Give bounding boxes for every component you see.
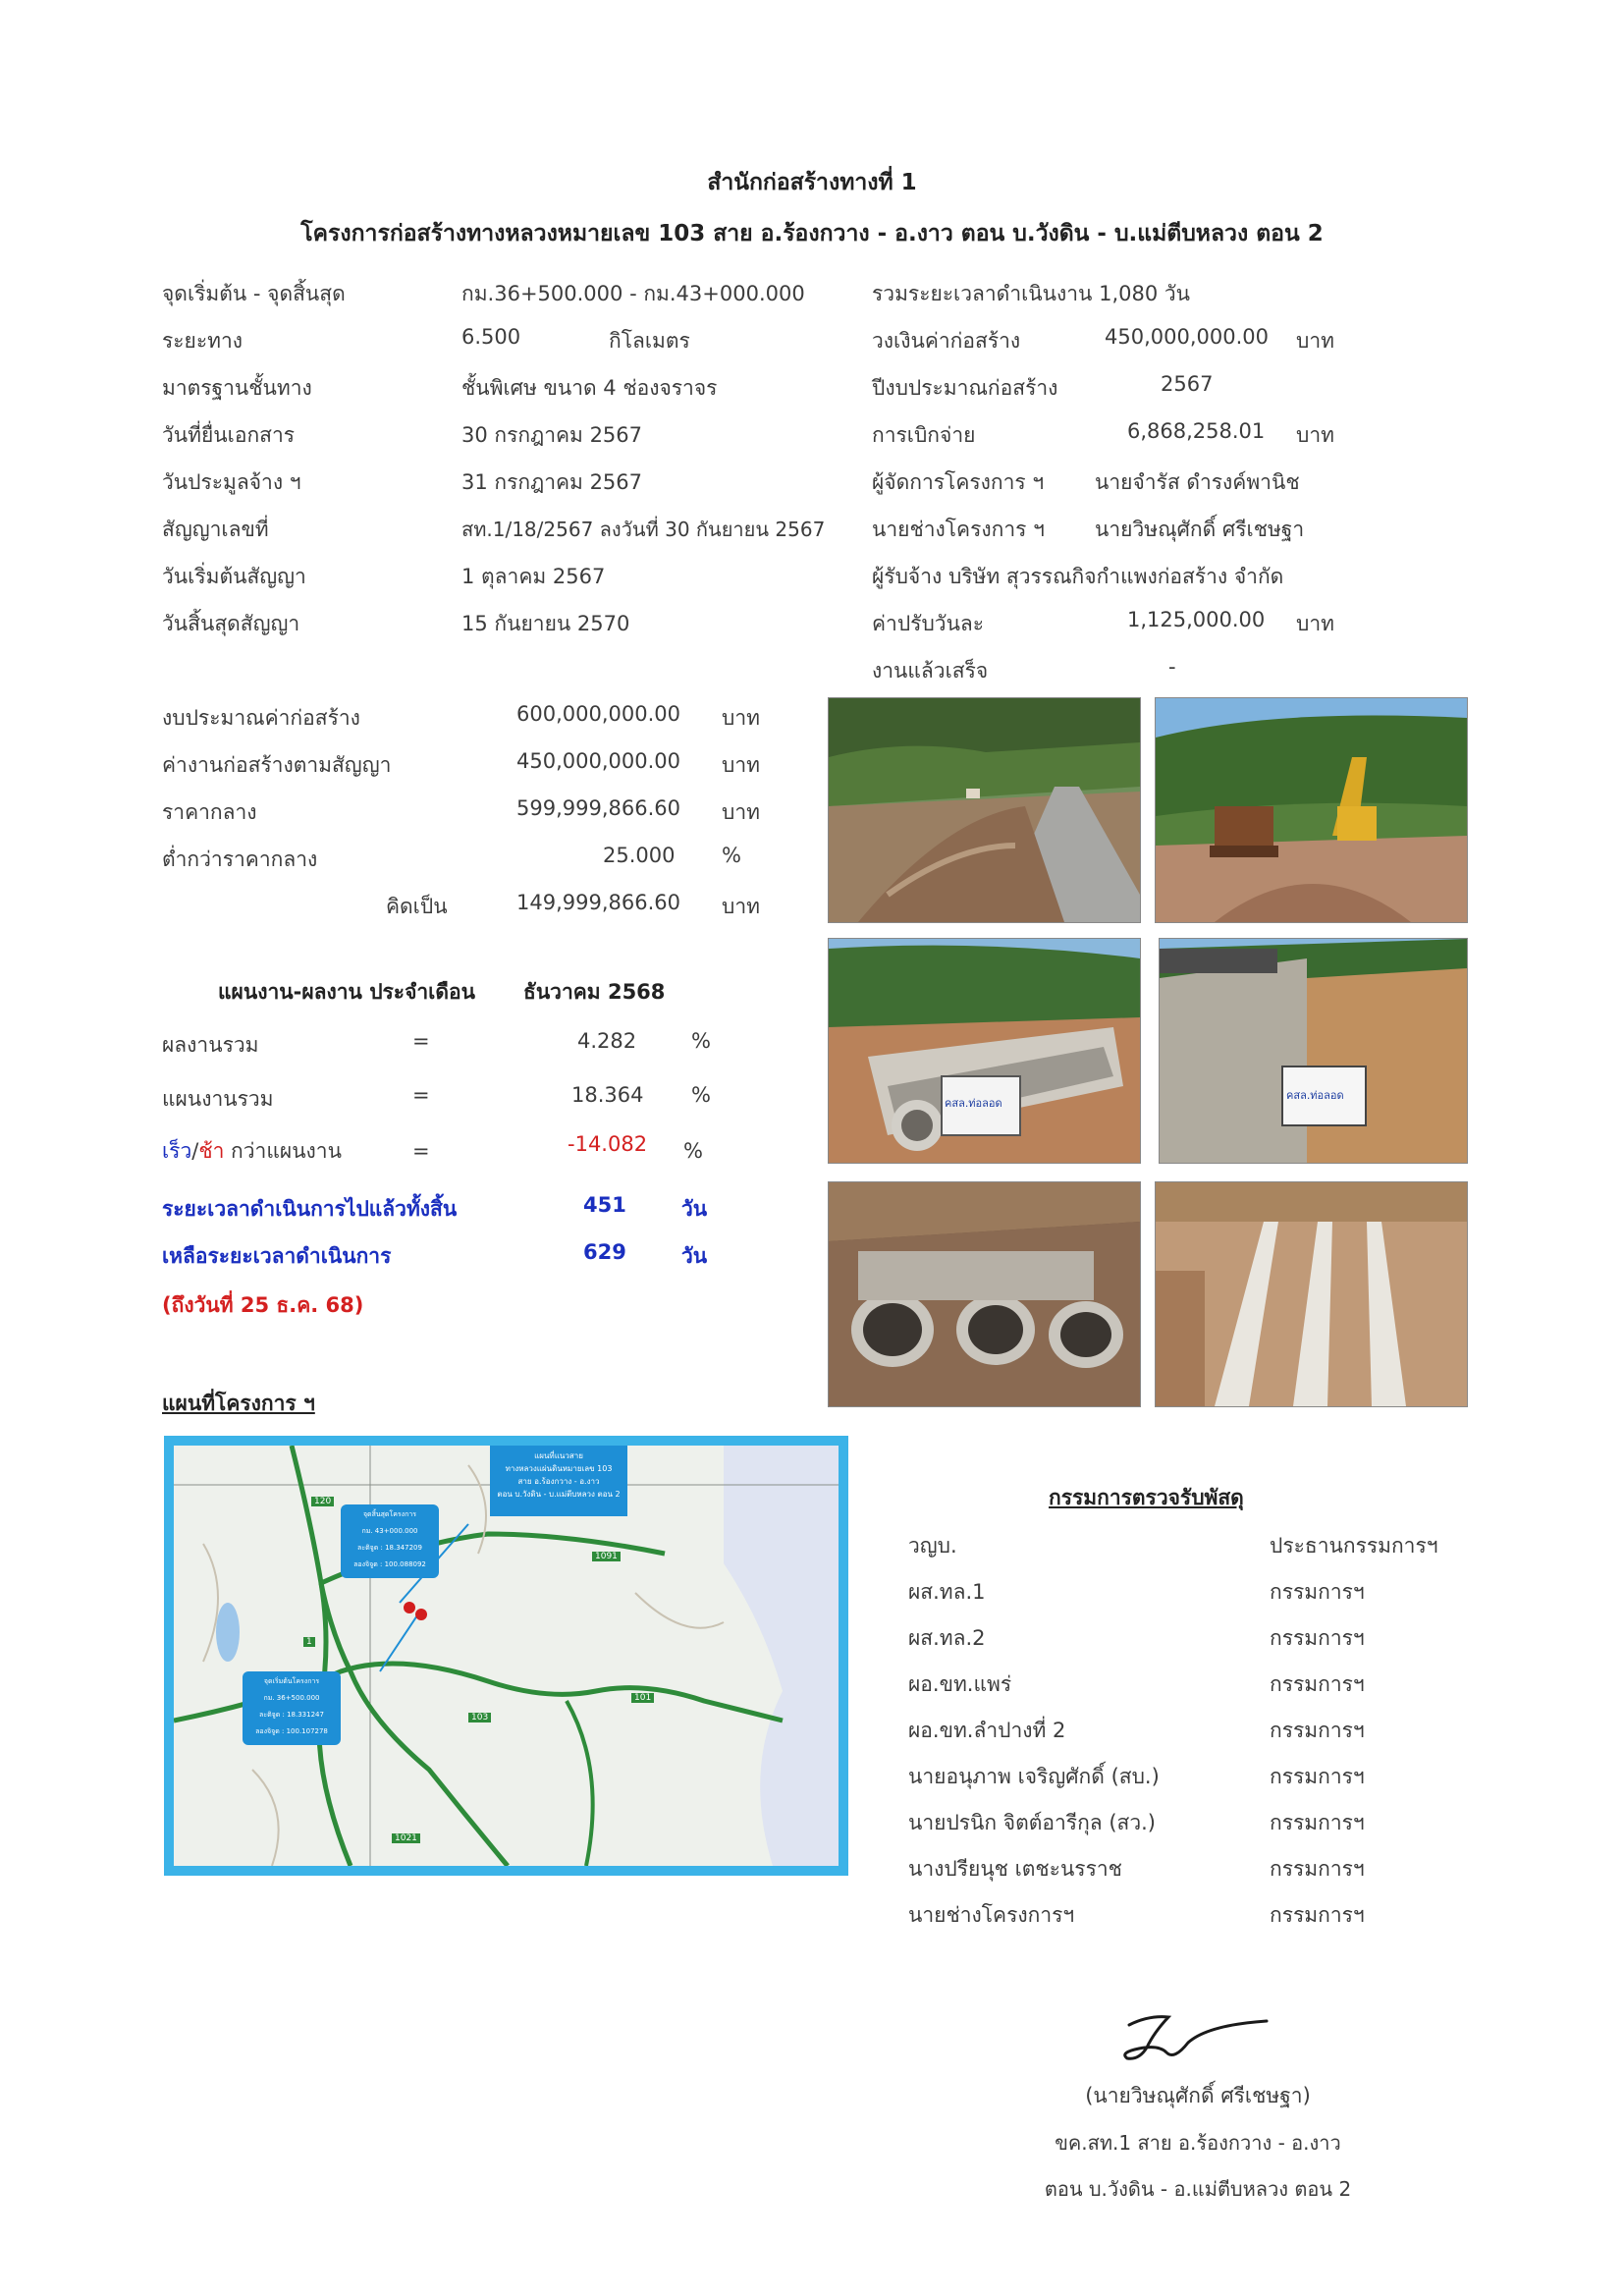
label-than-plan: กว่าแผนงาน bbox=[224, 1139, 342, 1163]
info-value-submit-date: 30 กรกฎาคม 2567 bbox=[461, 423, 643, 447]
map-start-line-1: จุดเริ่มต้นโครงการ bbox=[263, 1677, 320, 1685]
progress-unit-plan: % bbox=[691, 1083, 711, 1107]
committee-member-name: ผส.ทล.2 bbox=[908, 1626, 986, 1650]
info-label-submit-date: วันที่ยื่นเอกสาร bbox=[162, 423, 296, 447]
info-label-contract-end: วันสิ้นสุดสัญญา bbox=[162, 612, 300, 635]
progress-eq-actual: = bbox=[412, 1029, 430, 1053]
info-label-contract-start: วันเริ่มต้นสัญญา bbox=[162, 565, 306, 588]
photo-culvert-sign-1 bbox=[828, 938, 1141, 1164]
progress-value-plan: 18.364 bbox=[571, 1083, 644, 1107]
map-legend-line-3: สาย อ.ร้องกวาง - อ.งาว bbox=[517, 1477, 600, 1486]
signatory-position-line2: ตอน บ.วังดิน - อ.แม่ตีบหลวง ตอน 2 bbox=[1044, 2177, 1352, 2201]
committee-member-name: นายอนุภาพ เจริญศักดิ์ (สบ.) bbox=[908, 1765, 1160, 1788]
signatory-position-line1: ขค.สท.1 สาย อ.ร้องกวาง - อ.งาว bbox=[1055, 2131, 1341, 2155]
info-label-contractor: ผู้รับจ้าง บริษัท สุวรรณกิจกำแพงก่อสร้าง จำกัด bbox=[872, 565, 1284, 588]
project-map bbox=[164, 1436, 848, 1876]
budget-label-median-price: ราคากลาง bbox=[162, 800, 257, 824]
info-label-total-duration: รวมระยะเวลาดำเนินงาน 1,080 วัน bbox=[872, 282, 1191, 305]
info-value-disbursement: 6,868,258.01 bbox=[1127, 419, 1266, 443]
progress-unit-diff: % bbox=[683, 1139, 703, 1163]
elapsed-label: ระยะเวลาดำเนินการไปแล้วทั้งสิ้น bbox=[162, 1197, 458, 1221]
label-sep: / bbox=[191, 1139, 199, 1163]
budget-unit-contract: บาท bbox=[722, 753, 760, 777]
committee-member-name: นายปรนิก จิตต์อารีกุล (สว.) bbox=[908, 1811, 1156, 1834]
budget-unit-construction: บาท bbox=[722, 706, 760, 730]
photo-road-earthwork bbox=[828, 697, 1141, 923]
committee-member-role: กรรมการฯ bbox=[1270, 1719, 1365, 1742]
budget-label-construction: งบประมาณค่าก่อสร้าง bbox=[162, 706, 360, 730]
progress-label-actual: ผลงานรวม bbox=[162, 1033, 259, 1057]
committee-member-name: นายช่างโครงการฯ bbox=[908, 1903, 1075, 1927]
info-label-distance: ระยะทาง bbox=[162, 329, 244, 353]
budget-unit-below-median: % bbox=[722, 844, 741, 867]
photo-excavator-truck bbox=[1155, 697, 1468, 923]
info-unit-daily-fine: บาท bbox=[1296, 612, 1334, 635]
info-unit-disbursement: บาท bbox=[1296, 423, 1334, 447]
map-canvas bbox=[174, 1446, 839, 1866]
committee-member-name: นางปรียนุช เตชะนรราช bbox=[908, 1857, 1122, 1881]
info-value-fiscal-year: 2567 bbox=[1161, 372, 1214, 396]
info-label-completion: งานแล้วเสร็จ bbox=[872, 659, 989, 683]
committee-member-name: ผอ.ขท.แพร่ bbox=[908, 1672, 1012, 1696]
progress-value-diff: -14.082 bbox=[568, 1132, 648, 1156]
map-start-callout bbox=[243, 1673, 341, 1740]
map-legend-line-1: แผนที่แนวสาย bbox=[534, 1451, 583, 1460]
as-of-date: (ถึงวันที่ 25 ธ.ค. 68) bbox=[162, 1293, 364, 1317]
map-start-line-4: ลองจิจูด : 100.107278 bbox=[255, 1727, 328, 1735]
remaining-value: 629 bbox=[583, 1240, 626, 1264]
committee-member-name: วญบ. bbox=[908, 1534, 957, 1558]
committee-member-role: กรรมการฯ bbox=[1270, 1903, 1365, 1927]
info-value-contract-no: สท.1/18/2567 ลงวันที่ 30 กันยายน 2567 bbox=[461, 518, 826, 541]
label-slow: ช้า bbox=[198, 1139, 225, 1163]
info-value-project-manager: นายจำรัส ดำรงค์พานิช bbox=[1095, 470, 1300, 494]
photo-culvert-sign-2 bbox=[1159, 938, 1468, 1164]
info-value-contract-start: 1 ตุลาคม 2567 bbox=[461, 565, 606, 588]
map-route-label-101: 101 bbox=[631, 1693, 654, 1703]
map-end-callout bbox=[341, 1506, 439, 1573]
map-end-line-2: กม. 43+000.000 bbox=[361, 1527, 418, 1535]
info-label-start-end: จุดเริ่มต้น - จุดสิ้นสุด bbox=[162, 282, 346, 305]
map-end-line-1: จุดสิ้นสุดโครงการ bbox=[362, 1510, 417, 1518]
elapsed-value: 451 bbox=[583, 1193, 626, 1217]
info-label-project-engineer: นายช่างโครงการ ฯ bbox=[872, 518, 1045, 541]
committee-member-name: ผอ.ขท.ลำปางที่ 2 bbox=[908, 1719, 1066, 1742]
committee-member-role: กรรมการฯ bbox=[1270, 1580, 1365, 1604]
signatory-name: (นายวิษณุศักดิ์ ศรีเชษฐา) bbox=[1085, 2084, 1311, 2107]
info-label-construction-budget: วงเงินค่าก่อสร้าง bbox=[872, 329, 1021, 353]
info-value-start-end: กม.36+500.000 - กม.43+000.000 bbox=[461, 282, 805, 305]
info-value-distance: 6.500 bbox=[461, 325, 521, 349]
photo-culvert-overview bbox=[1155, 1181, 1468, 1407]
info-label-standard: มาตรฐานชั้นทาง bbox=[162, 376, 312, 400]
info-value-standard: ชั้นพิเศษ ขนาด 4 ช่องจราจร bbox=[461, 376, 718, 400]
map-start-line-3: ละติจูด : 18.331247 bbox=[259, 1711, 324, 1719]
committee-member-role: กรรมการฯ bbox=[1270, 1857, 1365, 1881]
info-value-auction-date: 31 กรกฎาคม 2567 bbox=[461, 470, 643, 494]
map-end-line-3: ละติจูด : 18.347209 bbox=[357, 1544, 422, 1552]
photo-culvert-pipes bbox=[828, 1181, 1141, 1407]
info-value-construction-budget: 450,000,000.00 bbox=[1105, 325, 1269, 349]
budget-unit-median-price: บาท bbox=[722, 800, 760, 824]
map-route-label-103: 103 bbox=[468, 1713, 491, 1722]
photo-sign-text-1: คสล.ท่อลอด bbox=[945, 1097, 1002, 1110]
budget-value-contract: 450,000,000.00 bbox=[516, 749, 680, 773]
office-title: สำนักก่อสร้างทางที่ 1 bbox=[707, 170, 917, 195]
signature-mark bbox=[1110, 2003, 1276, 2072]
map-legend-line-2: ทางหลวงแผ่นดินหมายเลข 103 bbox=[505, 1464, 613, 1473]
budget-unit-equivalent: บาท bbox=[722, 895, 760, 918]
budget-value-below-median: 25.000 bbox=[603, 844, 676, 867]
progress-eq-plan: = bbox=[412, 1083, 430, 1107]
progress-eq-diff: = bbox=[412, 1139, 430, 1163]
map-route-label-120: 120 bbox=[311, 1497, 334, 1506]
budget-value-equivalent: 149,999,866.60 bbox=[516, 891, 680, 914]
remaining-unit: วัน bbox=[681, 1244, 708, 1268]
budget-label-below-median: ต่ำกว่าราคากลาง bbox=[162, 847, 318, 871]
map-legend-line-4: ตอน บ.วังดิน - บ.แม่ตีบหลวง ตอน 2 bbox=[497, 1490, 621, 1499]
budget-label-contract: ค่างานก่อสร้างตามสัญญา bbox=[162, 753, 392, 777]
info-label-auction-date: วันประมูลจ้าง ฯ bbox=[162, 470, 301, 494]
progress-unit-actual: % bbox=[691, 1029, 711, 1053]
map-route-label-1021: 1021 bbox=[392, 1833, 420, 1843]
progress-value-actual: 4.282 bbox=[577, 1029, 637, 1053]
map-route-label-1: 1 bbox=[303, 1637, 315, 1647]
committee-member-role: ประธานกรรมการฯ bbox=[1270, 1534, 1438, 1558]
info-value-contract-end: 15 กันยายน 2570 bbox=[461, 612, 630, 635]
project-title: โครงการก่อสร้างทางหลวงหมายเลข 103 สาย อ.ร้องกวาง - อ.งาว ตอน บ.วังดิน - บ.แม่ตีบหลวง ตอน 2 bbox=[300, 221, 1324, 246]
info-value-completion: - bbox=[1168, 655, 1176, 679]
info-unit-distance: กิโลเมตร bbox=[609, 329, 690, 353]
info-label-fiscal-year: ปีงบประมาณก่อสร้าง bbox=[872, 376, 1058, 400]
map-title: แผนที่โครงการ ฯ bbox=[162, 1392, 315, 1415]
committee-member-role: กรรมการฯ bbox=[1270, 1626, 1365, 1650]
committee-member-name: ผส.ทล.1 bbox=[908, 1580, 986, 1604]
budget-label-equivalent: คิดเป็น bbox=[386, 895, 448, 918]
info-label-daily-fine: ค่าปรับวันละ bbox=[872, 612, 985, 635]
committee-title: กรรมการตรวจรับพัสดุ bbox=[1049, 1486, 1244, 1509]
budget-value-median-price: 599,999,866.60 bbox=[516, 796, 680, 820]
map-route-label-1091: 1091 bbox=[592, 1552, 621, 1561]
map-start-line-2: กม. 36+500.000 bbox=[263, 1694, 320, 1702]
map-legend-box bbox=[490, 1449, 627, 1501]
info-label-project-manager: ผู้จัดการโครงการ ฯ bbox=[872, 470, 1045, 494]
info-label-disbursement: การเบิกจ่าย bbox=[872, 423, 976, 447]
info-unit-construction-budget: บาท bbox=[1296, 329, 1334, 353]
label-fast: เร็ว bbox=[162, 1139, 192, 1163]
committee-member-role: กรรมการฯ bbox=[1270, 1811, 1365, 1834]
info-label-contract-no: สัญญาเลขที่ bbox=[162, 518, 269, 541]
committee-member-role: กรรมการฯ bbox=[1270, 1672, 1365, 1696]
photo-sign-text-2: คสล.ท่อลอด bbox=[1286, 1089, 1344, 1102]
progress-label-plan: แผนงานรวม bbox=[162, 1087, 274, 1111]
info-value-project-engineer: นายวิษณุศักดิ์ ศรีเชษฐา bbox=[1095, 518, 1305, 541]
progress-label-diff bbox=[162, 1135, 342, 1168]
committee-member-role: กรรมการฯ bbox=[1270, 1765, 1365, 1788]
budget-value-construction: 600,000,000.00 bbox=[516, 702, 680, 726]
progress-month: ธันวาคม 2568 bbox=[523, 980, 666, 1004]
info-value-daily-fine: 1,125,000.00 bbox=[1127, 608, 1266, 631]
remaining-label: เหลือระยะเวลาดำเนินการ bbox=[162, 1244, 392, 1268]
elapsed-unit: วัน bbox=[681, 1197, 708, 1221]
map-end-line-4: ลองจิจูด : 100.088092 bbox=[353, 1560, 426, 1568]
progress-title: แผนงาน-ผลงาน ประจำเดือน bbox=[218, 980, 475, 1004]
